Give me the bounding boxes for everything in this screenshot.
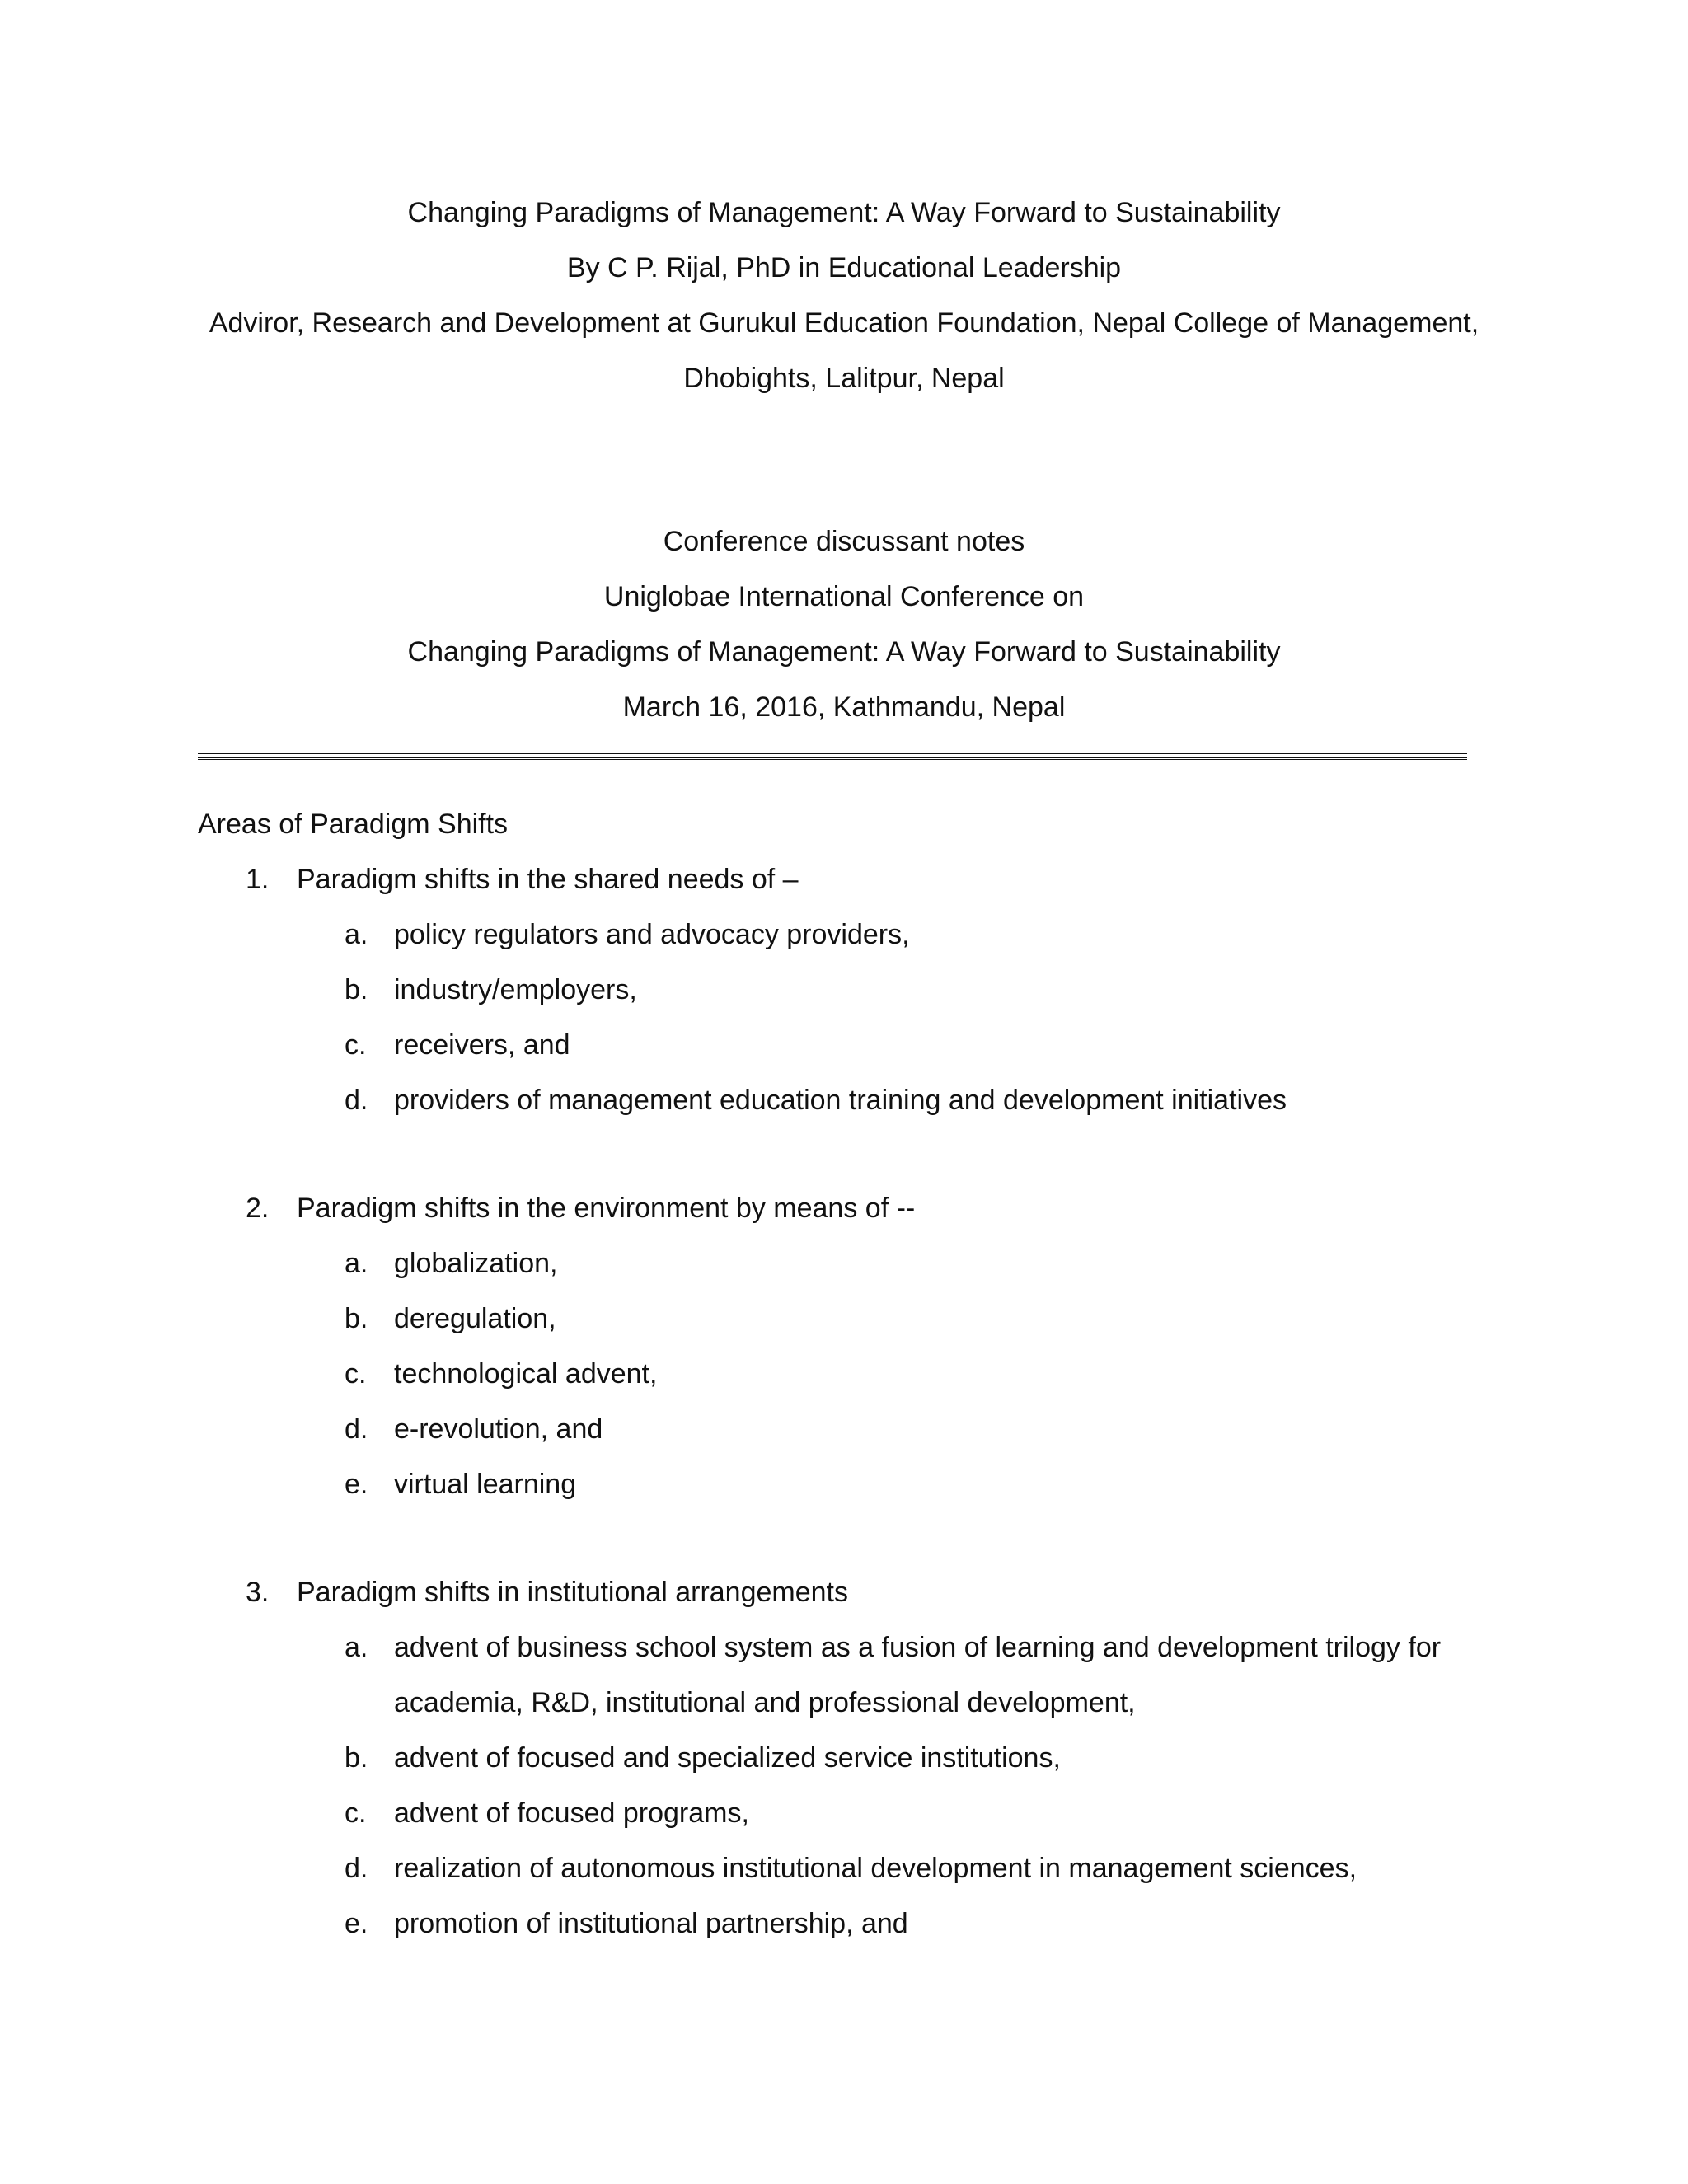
conference-date-line: March 16, 2016, Kathmandu, Nepal bbox=[622, 691, 1066, 723]
list-item-number: 2. bbox=[246, 1193, 270, 1224]
sub-item-letter: c. bbox=[345, 1029, 367, 1061]
list-item-text: Paradigm shifts in the environment by means of -- bbox=[297, 1193, 916, 1224]
location-line: Dhobights, Lalitpur, Nepal bbox=[683, 363, 1005, 394]
conference-theme-line: Changing Paradigms of Management: A Way Forward to Sustainability bbox=[407, 636, 1281, 668]
sub-item-letter: b. bbox=[345, 1742, 368, 1774]
sub-item-letter: a. bbox=[345, 1248, 368, 1279]
sub-item-text: technological advent, bbox=[394, 1358, 658, 1390]
sub-item-text: promotion of institutional partnership, and bbox=[394, 1908, 908, 1939]
document-title: Changing Paradigms of Management: A Way Forward to Sustainability bbox=[407, 197, 1281, 228]
sub-item-letter: c. bbox=[345, 1797, 367, 1829]
conference-notes-line: Conference discussant notes bbox=[663, 526, 1025, 557]
sub-item-letter: a. bbox=[345, 919, 368, 950]
sub-item-letter: d. bbox=[345, 1413, 368, 1445]
conference-name-line: Uniglobae International Conference on bbox=[603, 581, 1085, 612]
author-line: By C P. Rijal, PhD in Educational Leadership bbox=[566, 252, 1122, 284]
sub-item-text: receivers, and bbox=[394, 1029, 570, 1061]
sub-item-text: advent of focused programs, bbox=[394, 1797, 749, 1829]
sub-item-text: virtual learning bbox=[394, 1469, 577, 1500]
sub-item-letter: d. bbox=[345, 1085, 368, 1116]
sub-item-text: advent of business school system as a fusion of learning and development trilogy for bbox=[394, 1632, 1442, 1663]
sub-item-letter: a. bbox=[345, 1632, 368, 1663]
list-item-text: Paradigm shifts in the shared needs of – bbox=[297, 864, 799, 895]
separator-rule bbox=[198, 752, 1467, 760]
sub-item-letter: e. bbox=[345, 1469, 368, 1500]
sub-item-text: industry/employers, bbox=[394, 974, 637, 1005]
list-item-number: 1. bbox=[246, 864, 270, 895]
sub-item-text: e-revolution, and bbox=[394, 1413, 603, 1445]
sub-item-text: advent of focused and specialized service institutions, bbox=[394, 1742, 1061, 1774]
sub-item-letter: d. bbox=[345, 1853, 368, 1884]
sub-item-text: policy regulators and advocacy providers, bbox=[394, 919, 910, 950]
section-heading: Areas of Paradigm Shifts bbox=[198, 808, 509, 840]
sub-item-text: academia, R&D, institutional and professional development, bbox=[394, 1687, 1136, 1718]
sub-item-text: providers of management education training and development initiatives bbox=[394, 1085, 1287, 1116]
sub-item-letter: b. bbox=[345, 1303, 368, 1334]
sub-item-text: globalization, bbox=[394, 1248, 558, 1279]
list-item-text: Paradigm shifts in institutional arrangements bbox=[297, 1577, 848, 1608]
sub-item-text: realization of autonomous institutional development in management sciences, bbox=[394, 1853, 1357, 1884]
list-item-number: 3. bbox=[246, 1577, 270, 1608]
affiliation-line: Adviror, Research and Development at Gurukul Education Foundation, Nepal College of Management, bbox=[209, 307, 1479, 339]
sub-item-letter: b. bbox=[345, 974, 368, 1005]
sub-item-letter: e. bbox=[345, 1908, 368, 1939]
sub-item-letter: c. bbox=[345, 1358, 367, 1390]
sub-item-text: deregulation, bbox=[394, 1303, 556, 1334]
